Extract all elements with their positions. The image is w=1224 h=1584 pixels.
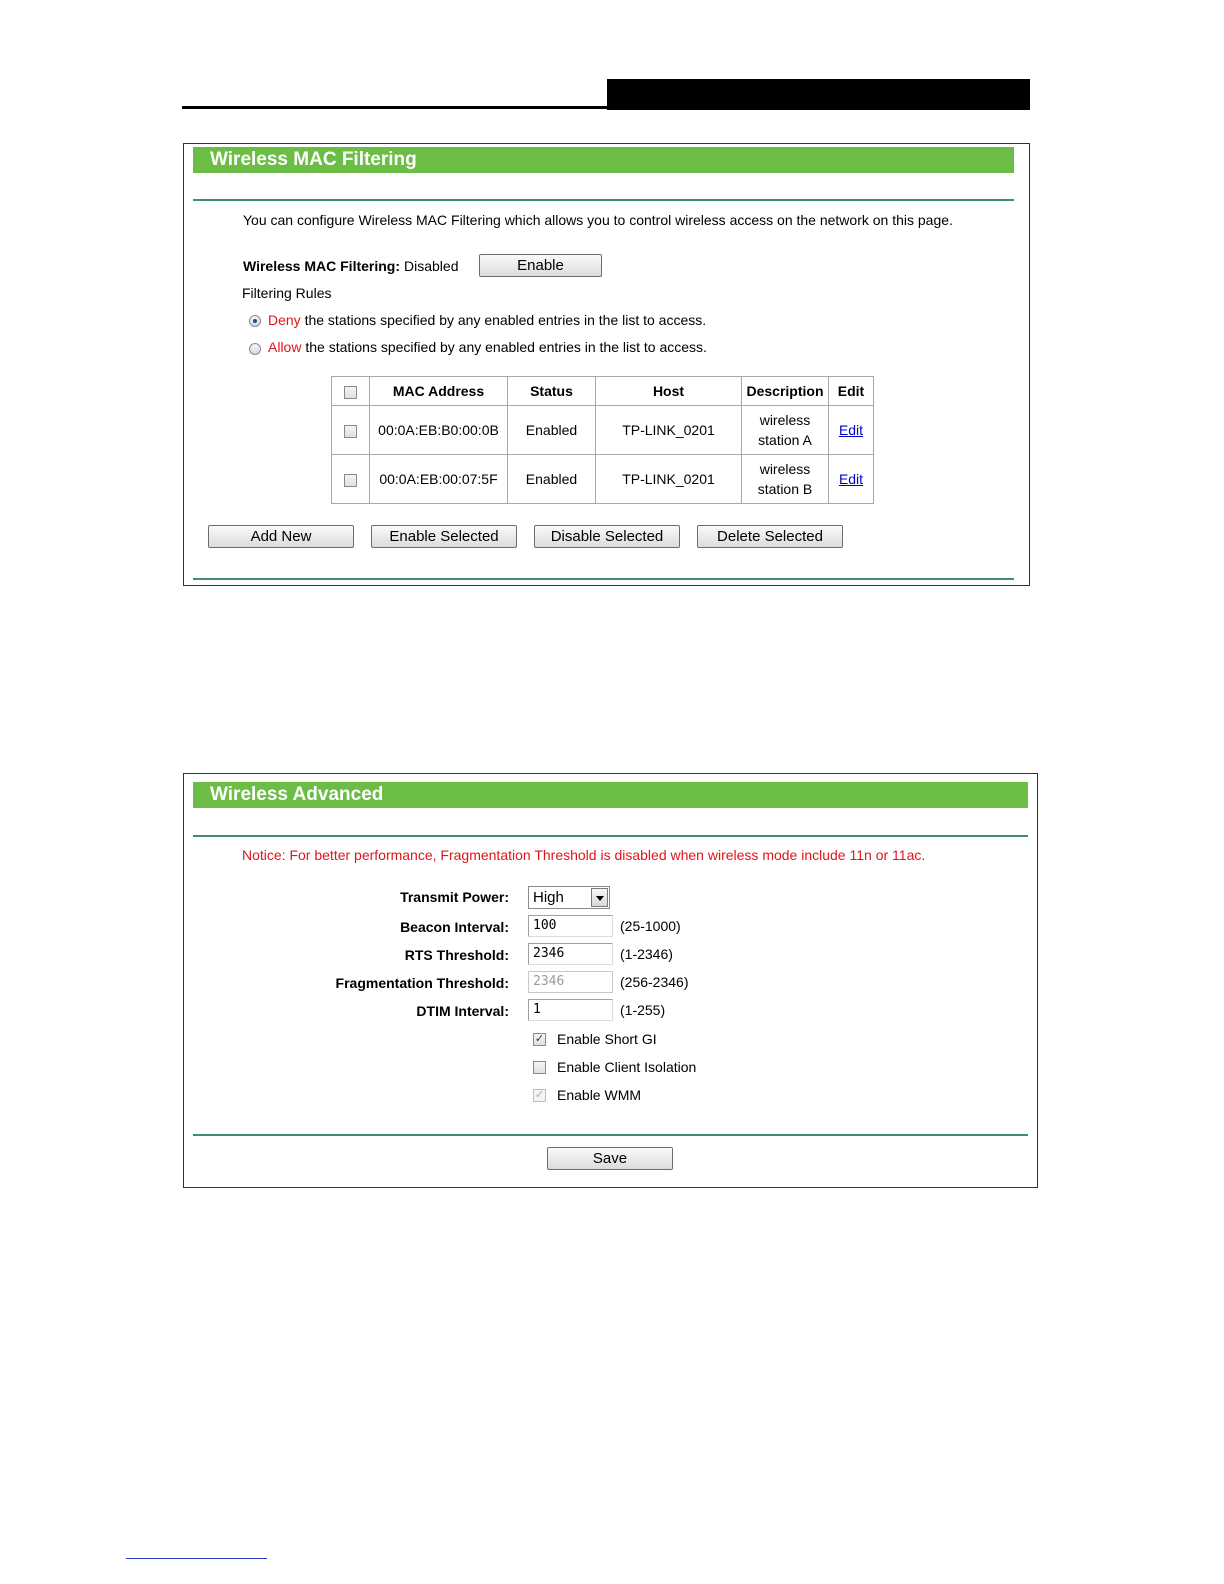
deny-word: Deny xyxy=(268,312,301,328)
edit-cell xyxy=(829,455,874,504)
table-header-row xyxy=(332,377,874,406)
deny-text: the stations specified by any enabled entries in the list to access. xyxy=(304,312,707,328)
mac-filtering-status-label: Wireless MAC Filtering: xyxy=(243,258,401,274)
rts-threshold-input[interactable]: 2346 xyxy=(528,943,613,965)
column-header-edit: Edit xyxy=(829,377,874,406)
transmit-power-value: High xyxy=(533,889,564,906)
add-new-button[interactable]: Add New xyxy=(208,525,354,548)
table-row xyxy=(332,455,874,504)
row-checkbox[interactable] xyxy=(344,425,357,438)
edit-link[interactable]: Edit xyxy=(838,422,864,438)
deny-rule-label xyxy=(268,312,706,328)
description-line-1: wireless xyxy=(759,461,811,477)
column-header-mac: MAC Address xyxy=(370,377,508,406)
description-line-1: wireless xyxy=(759,412,811,428)
rts-threshold-range: (1-2346) xyxy=(620,946,673,962)
enable-selected-button[interactable]: Enable Selected xyxy=(371,525,517,548)
description-line-2: station A xyxy=(758,432,812,448)
transmit-power-select[interactable] xyxy=(528,886,610,909)
footer-link-rule xyxy=(126,1558,267,1559)
enable-wmm-label: Enable WMM xyxy=(557,1087,642,1103)
beacon-interval-label: Beacon Interval: xyxy=(400,919,509,935)
column-header-status: Status xyxy=(508,377,596,406)
divider xyxy=(193,1134,1028,1136)
row-checkbox[interactable] xyxy=(344,474,357,487)
dtim-interval-label: DTIM Interval: xyxy=(416,1003,509,1019)
rts-threshold-label: RTS Threshold: xyxy=(404,947,509,963)
page-header-bar xyxy=(607,79,1030,110)
table-row xyxy=(332,406,874,455)
delete-selected-button[interactable]: Delete Selected xyxy=(697,525,843,548)
enable-client-isolation-checkbox[interactable] xyxy=(533,1061,546,1074)
divider xyxy=(193,578,1014,580)
notice-text: Notice: For better performance, Fragmentation Threshold is disabled when wireless mode include 11n or 11ac. xyxy=(242,847,926,863)
divider xyxy=(193,835,1028,837)
column-header-host: Host xyxy=(596,377,742,406)
host-cell: TP-LINK_0201 xyxy=(596,455,742,504)
filtering-rules-heading: Filtering Rules xyxy=(242,285,332,301)
allow-text: the stations specified by any enabled entries in the list to access. xyxy=(305,339,707,355)
host-cell: TP-LINK_0201 xyxy=(596,406,742,455)
edit-cell xyxy=(829,406,874,455)
deny-radio[interactable] xyxy=(249,315,261,327)
dtim-interval-range: (1-255) xyxy=(620,1002,666,1018)
description-cell xyxy=(742,455,829,504)
beacon-interval-range: (25-1000) xyxy=(620,918,681,934)
mac-filtering-title: Wireless MAC Filtering xyxy=(193,147,1014,173)
fragmentation-threshold-range: (256-2346) xyxy=(620,974,689,990)
fragmentation-threshold-label: Fragmentation Threshold: xyxy=(335,975,509,991)
save-button[interactable]: Save xyxy=(547,1147,673,1170)
enable-wmm-checkbox[interactable]: ✓ xyxy=(534,1089,545,1101)
description-line-2: station B xyxy=(757,481,813,497)
enable-short-gi-label: Enable Short GI xyxy=(557,1031,657,1047)
beacon-interval-input[interactable]: 100 xyxy=(528,915,613,937)
mac-filter-table xyxy=(331,376,874,504)
edit-link[interactable]: Edit xyxy=(838,471,864,487)
select-all-checkbox[interactable] xyxy=(344,386,357,399)
allow-word: Allow xyxy=(268,339,302,355)
dtim-interval-input[interactable]: 1 xyxy=(528,999,613,1021)
status-cell: Enabled xyxy=(508,406,596,455)
mac-address-cell: 00:0A:EB:B0:00:0B xyxy=(370,406,508,455)
enable-button[interactable]: Enable xyxy=(479,254,602,277)
fragmentation-threshold-input[interactable]: 2346 xyxy=(528,971,613,993)
mac-filtering-status-value: Disabled xyxy=(404,258,459,274)
intro-text: You can configure Wireless MAC Filtering which allows you to control wireless access on the network on this page. xyxy=(243,212,953,228)
divider xyxy=(193,199,1014,201)
wireless-advanced-panel xyxy=(183,773,1038,1188)
row-select-cell xyxy=(332,406,370,455)
select-all-cell xyxy=(332,377,370,406)
wireless-advanced-title: Wireless Advanced xyxy=(193,782,1028,808)
chevron-down-icon[interactable] xyxy=(591,888,608,907)
disable-selected-button[interactable]: Disable Selected xyxy=(534,525,680,548)
mac-address-cell: 00:0A:EB:00:07:5F xyxy=(370,455,508,504)
row-select-cell xyxy=(332,455,370,504)
enable-client-isolation-label: Enable Client Isolation xyxy=(557,1059,697,1075)
allow-rule-label xyxy=(268,339,707,355)
page-header-rule xyxy=(182,106,607,109)
mac-filtering-panel xyxy=(183,143,1030,586)
status-cell: Enabled xyxy=(508,455,596,504)
transmit-power-label: Transmit Power: xyxy=(400,889,509,905)
description-cell xyxy=(742,406,829,455)
allow-radio[interactable] xyxy=(249,343,261,355)
column-header-description: Description xyxy=(742,377,829,406)
enable-short-gi-checkbox[interactable]: ✓ xyxy=(534,1033,545,1045)
